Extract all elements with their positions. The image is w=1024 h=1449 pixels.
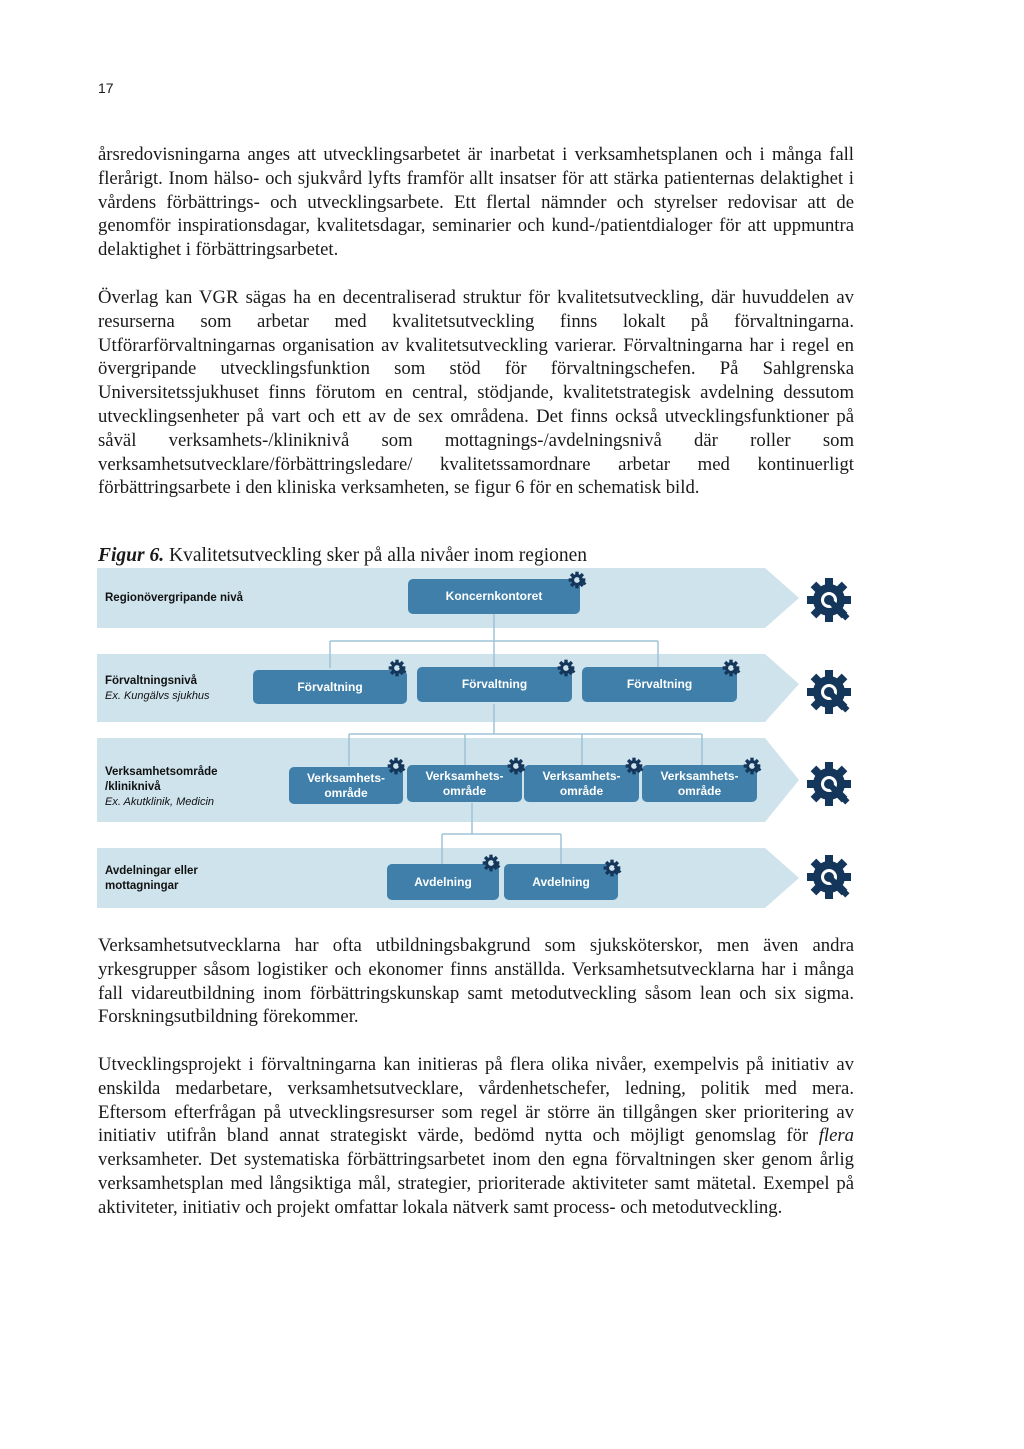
box-forvaltning-2: Förvaltning [417, 667, 572, 702]
level-label-verksamhet: Verksamhetsområde /kliniknivå Ex. Akutklinik, Medicin [105, 766, 218, 808]
gear-wrench-icon [481, 853, 501, 873]
level-label-avdelning: Avdelningar eller mottagningar [105, 865, 198, 892]
figure-caption-text: Kvalitetsutveckling sker på alla nivåer inom regionen [168, 545, 588, 566]
box-verksamhetsomrade-3: Verksamhets- område [524, 765, 639, 802]
box-verksamhetsomrade-1: Verksamhets- område [289, 767, 403, 804]
box-verksamhetsomrade-4: Verksamhets- område [642, 765, 757, 802]
figure-number: Figur 6. [98, 545, 165, 566]
gear-wrench-icon [506, 756, 526, 776]
level-label-forvaltning: Förvaltningsnivå Ex. Kungälvs sjukhus [105, 675, 210, 702]
paragraph-1: årsredovisningarna anges att utvecklingsarbetet är inarbetat i verksamhetsplanen och i många fall flerårigt. Inom hälso- och sjukvård lyfts framför allt insatser för att stärka patienternas delaktighet i vårdens förbättrings- och utvecklingsarbete. Ett flertal nämnder och styrelser redovisar att de genomför inspirationsdagar, kvalitetsdagar, seminarier och kund-/patientdialoger för att uppmuntra delaktighet i förbättringsarbetet. [98, 144, 854, 261]
box-verksamhetsomrade-2: Verksamhets- område [407, 765, 522, 802]
box-forvaltning-3: Förvaltning [582, 667, 737, 702]
box-forvaltning-1: Förvaltning [253, 670, 407, 704]
gear-wrench-icon [721, 658, 741, 678]
gear-wrench-icon [803, 758, 855, 810]
gear-wrench-icon [624, 756, 644, 776]
gear-wrench-icon [387, 658, 407, 678]
paragraph-3: Verksamhetsutvecklarna har ofta utbildningsbakgrund som sjuksköterskor, men även andra yrkesgrupper såsom logistiker och ekonomer finns anställda. Verksamhetsutvecklarna har i många fall vidareutbildning inom förbättringskunskap samt metodutveckling såsom lean och six sigma. Forskningsutbildning förekommer. [98, 935, 854, 1028]
level-label-region: Regionövergripande nivå [105, 592, 244, 604]
figure-6-diagram [97, 566, 867, 912]
gear-wrench-icon [602, 858, 622, 878]
box-avdelning-2: Avdelning [504, 864, 618, 900]
gear-wrench-icon [386, 756, 406, 776]
page-number: 17 [98, 80, 114, 96]
gear-wrench-icon [567, 570, 587, 590]
box-koncernkontoret: Koncernkontoret [408, 579, 580, 614]
gear-wrench-icon [556, 658, 576, 678]
gear-wrench-icon [803, 666, 855, 718]
paragraph-4: Utvecklingsprojekt i förvaltningarna kan initieras på flera olika nivåer, exempelvis på initiativ av enskilda medarbetare, verksamhetsutvecklare, vårdenhetschefer, ledning, politik med mera. Eftersom efterfrågan på utvecklingsresurser som regel är större än tillgången sker prioritering av initiativ utifrån bland annat strategiskt värde, bedömd nytta och möjligt genomslag för flera verksamheter. Det systematiska förbättringsarbetet inom den egna förvaltningen sker genom årlig verksamhetsplan med långsiktiga mål, strategier, prioriterade aktiviteter samt mätetal. Exempel på aktiviteter, initiativ och projekt omfattar lokala nätverk samt process- och metodutveckling. [98, 1054, 855, 1218]
gear-wrench-icon [803, 851, 855, 903]
gear-wrench-icon [742, 756, 762, 776]
figure-caption [98, 545, 587, 567]
box-avdelning-1: Avdelning [387, 864, 499, 900]
gear-wrench-icon [803, 574, 855, 626]
emphasis-flera: flera [818, 1125, 855, 1147]
paragraph-2: Överlag kan VGR sägas ha en decentraliserad struktur för kvalitetsutveckling, där huvuddelen av resurserna som arbetar med kvalitetsutveckling finns lokalt på förvaltningarna. Utförarförvaltningarnas organisation av kvalitetsutveckling varierar. Förvaltningarna har i regel en övergripande utvecklingsfunktion som stöd för förvaltningschefen. På Sahlgrenska Universitetssjukhuset finns förutom en central, stödjande, kvalitetstrategisk avdelning dessutom utvecklingsenheter på vart och ett av de sex områdena. Det finns också utvecklingsfunktioner på såväl verksamhets-/kliniknivå som mottagnings-/avdelningsnivå där roller som verksamhetsutvecklare/förbättringsledare/ kvalitetssamordnare arbetar med kontinuerligt förbättringsarbete i den kliniska verksamheten, se figur 6 för en schematisk bild. [98, 287, 854, 499]
